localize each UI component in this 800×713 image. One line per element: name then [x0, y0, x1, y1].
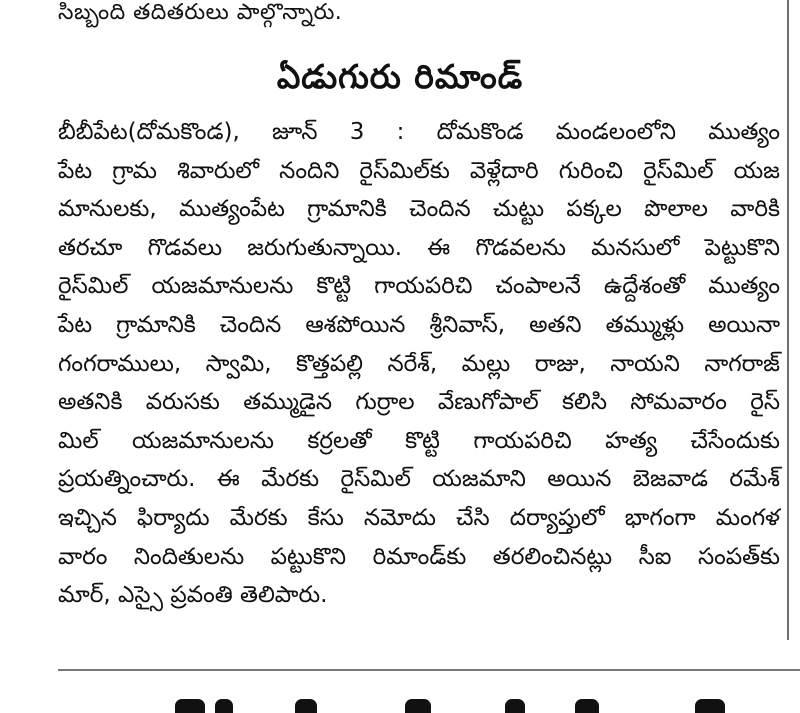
article-line: మానులకు, ముత్యంపేట గ్రామానికి చెందిన చుట్టు పక్కల పొలాల వారికి: [58, 196, 780, 223]
article-line: పేట గ్రామానికి చెందిన ఆశపోయిన శ్రీనివాస్, అతని తమ్ముళ్లు అయినా: [58, 311, 780, 338]
article-line: బీబీపేట(దోమకొండ), జూన్ 3 : దోమకొండ మండలంలోని ముత్యం: [58, 119, 780, 145]
cropped-glyph-top: [405, 699, 431, 713]
article-line: తరచూ గొడవలు జరుగుతున్నాయి. ఈ గొడవలను మనసులో పెట్టుకొని: [58, 234, 780, 261]
cropped-glyph-top: [575, 699, 599, 713]
article-headline: ఏడుగురు రిమాండ్: [276, 57, 524, 96]
article-line: గంగరాములు, స్వామి, కొత్తపల్లి నరేశ్, మల్లు రాజు, నాయని నాగరాజ్: [58, 350, 780, 377]
cropped-glyph-top: [175, 699, 205, 713]
section-divider: [58, 669, 800, 671]
article-line: మిల్ యజమానులను కర్రలతో కొట్టి గాయపరిచి హత్య చేసేందుకు: [58, 427, 780, 454]
cropped-glyph-top: [295, 699, 317, 713]
article-line: ప్రయత్నించారు. ఈ మేరకు రైస్‌మిల్ యజమాని అయిన బెజవాడ రమేశ్: [58, 466, 780, 493]
article-line: వారం నిందితులను పట్టుకొని రిమాండ్‌కు తరలించినట్లు సీఐ సంపత్‌కు: [58, 543, 780, 570]
article-line: రైస్‌మిల్ యజమానులను కొట్టి గాయపరిచి చంపాలనే ఉద్దేశంతో ముత్యం: [58, 273, 780, 300]
cropped-glyph-top: [505, 699, 525, 713]
article-body: [58, 113, 780, 615]
cropped-glyph-top: [695, 699, 725, 713]
next-article-headline-cropped: [175, 693, 735, 713]
article-line: మార్, ఎస్సై ప్రవంతి తెలిపారు.: [58, 582, 328, 609]
article-line: ఇచ్చిన ఫిర్యాదు మేరకు కేసు నమోదు చేసి దర్యాప్తులో భాగంగా మంగళ: [58, 504, 780, 531]
cropped-glyph-top: [215, 699, 233, 713]
article-line: అతనికి వరుసకు తమ్ముడైన గుర్రాల వేణుగోపాల్ కలిసి సోమవారం రైస్: [58, 389, 780, 416]
previous-article-closing-line: సిబ్బంది తదితరులు పాల్గొన్నారు.: [58, 0, 343, 25]
article-line: పేట గ్రామ శివారులో నందిని రైస్‌మిల్‌కు వెళ్లేదారి గురించి రైస్‌మిల్ యజ: [58, 157, 780, 184]
